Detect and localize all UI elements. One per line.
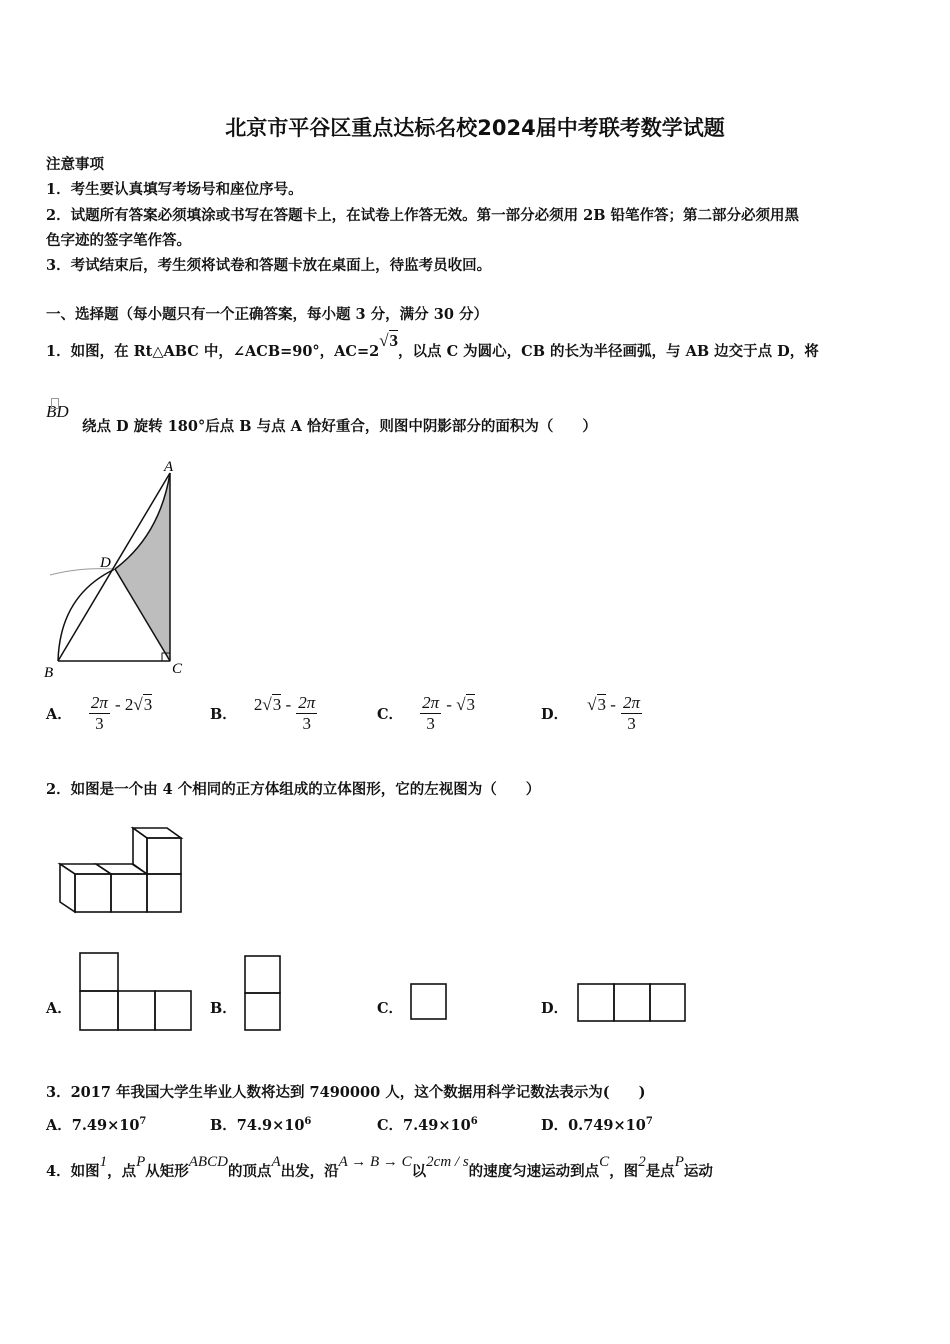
q1-option-c[interactable]: C． $\frac{2\pi}{3}$ - √3: [377, 693, 476, 733]
q3-option-c[interactable]: C．$7.49\times 10^6$: [377, 1116, 478, 1134]
q2-option-c-figure[interactable]: [409, 982, 449, 1022]
q1-text-a: 1．如图，在 Rt△ABC 中，∠ACB=90°，AC=2: [46, 343, 380, 360]
q1-line2: 绕点 D 旋转 180°后点 B 与点 A 恰好重合，则图中阴影部分的面积为（ ）: [82, 418, 597, 435]
label-c: C: [172, 661, 183, 677]
q1-text-c: 长为半径画弧，与 AB 边交于点 D，将: [564, 343, 819, 360]
section-heading: 一、选择题（每小题只有一个正确答案，每小题 3 分，满分 30 分）: [46, 306, 488, 323]
q1-option-b[interactable]: B． 2√3 - $\frac{2\pi}{3}$: [210, 693, 316, 733]
page-title: 北京市平谷区重点达标名校2024届中考联考数学试题: [225, 116, 725, 140]
label-b: B: [44, 665, 54, 681]
q1-option-a[interactable]: A． $\frac{2\pi}{3}$ - 2√3: [46, 693, 153, 733]
q2-option-b-label[interactable]: B．: [210, 1000, 237, 1017]
shaded-region: [115, 473, 170, 661]
label-a: A: [164, 459, 174, 475]
q2-option-d-figure[interactable]: [576, 982, 688, 1024]
q2-option-d-label[interactable]: D．: [541, 1000, 569, 1017]
q1-option-d[interactable]: D． √3 - $\frac{2\pi}{3}$: [541, 693, 641, 733]
q1-sqrt: √3: [379, 331, 399, 350]
q3-option-b[interactable]: B．$74.9\times 10^6$: [210, 1116, 312, 1134]
notice-item-2-cont: 色字迹的签字笔作答。: [46, 232, 191, 249]
q2-option-a-figure[interactable]: [78, 950, 194, 1034]
q1-line1: [46, 331, 819, 361]
q1-figure: [40, 455, 200, 685]
q2-option-b-figure[interactable]: [243, 954, 283, 1034]
q2-cube-figure: [55, 822, 190, 922]
q2-option-a-label[interactable]: A．: [46, 1000, 72, 1017]
q4-text: 4．如图1，点P从矩形ABCD的顶点A出发，沿A → B → C以2cm / s的速度匀速运动到点C，图2是点P运动: [46, 1154, 713, 1180]
notice-item-1: 1．考生要认真填写考场号和座位序号。: [46, 181, 303, 198]
label-d: D: [100, 555, 111, 571]
notice-item-3: 3．考试结束后，考生须将试卷和答题卡放在桌面上，待监考员收回。: [46, 257, 492, 274]
q3-option-d[interactable]: D．$0.749\times 10^7$: [541, 1116, 653, 1134]
q2-text: 2．如图是一个由 4 个相同的正方体组成的立体图形，它的左视图为（ ）: [46, 781, 541, 798]
q3-text: 3．2017 年我国大学生毕业人数将达到 7490000 人，这个数据用科学记数法表示为( ): [46, 1084, 646, 1101]
notice-heading: 注意事项: [46, 156, 104, 173]
q1-text-b: ，以点 C 为圆心，CB 的: [398, 343, 565, 360]
q3-option-a[interactable]: A．$7.49\times 10^7$: [46, 1116, 147, 1134]
q1-arc-bd: BD: [46, 402, 69, 422]
notice-item-2: 2．试题所有答案必须填涂或书写在答题卡上，在试卷上作答无效。第一部分必须用 2B 铅笔作答；第二部分必须用黑: [46, 207, 800, 224]
q2-option-c-label[interactable]: C．: [377, 1000, 404, 1017]
